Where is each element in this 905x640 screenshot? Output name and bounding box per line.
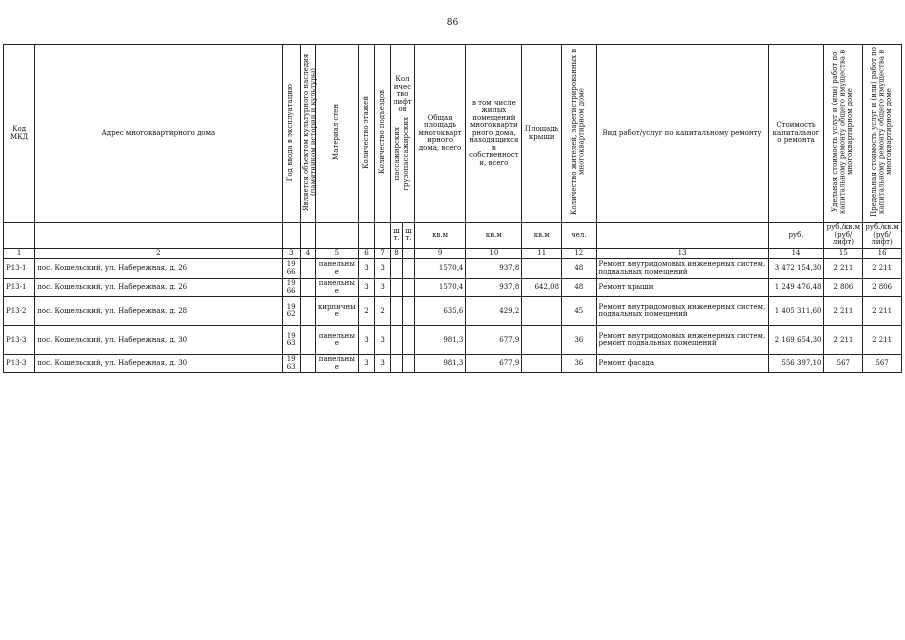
row-lifts-freight (402, 259, 414, 279)
unit-area-total: кв.м (414, 223, 466, 249)
row-unit-cost: 2 806 (824, 279, 863, 297)
column-number: 14 (768, 248, 824, 259)
row-address: пос. Кошельский, ул. Набережная, д. 30 (35, 355, 282, 373)
row-lifts-freight (402, 326, 414, 355)
row-residents: 36 (562, 355, 596, 373)
row-area-total: 1570,4 (414, 279, 466, 297)
row-max-cost: 2 211 (863, 297, 902, 326)
row-year: 1966 (282, 259, 300, 279)
column-number: 12 (562, 248, 596, 259)
row-max-cost: 2 806 (863, 279, 902, 297)
row-culture (300, 355, 315, 373)
row-entrances: 3 (375, 279, 391, 297)
unit-lifts-passenger: шт. (391, 223, 403, 249)
row-lifts-passenger (391, 259, 403, 279)
row-address: пос. Кошельский, ул. Набережная, д. 26 (35, 259, 282, 279)
row-code: Р13-3 (4, 355, 35, 373)
column-number: 15 (824, 248, 863, 259)
row-cost: 3 472 154,30 (768, 259, 824, 279)
row-area-total: 1570,4 (414, 259, 466, 279)
unit-lifts-freight: шт. (402, 223, 414, 249)
row-floors: 3 (358, 355, 374, 373)
table-row (4, 279, 902, 297)
row-year: 1966 (282, 279, 300, 297)
row-unit-cost: 2 211 (824, 326, 863, 355)
row-work-type: Ремонт внутридомовых инженерных систем, подвальных помещений (596, 259, 768, 279)
column-number: 11 (522, 248, 562, 259)
column-number: 2 (35, 248, 282, 259)
row-lifts-passenger (391, 279, 403, 297)
unit-max-cost: руб./кв.м (руб/лифт) (863, 223, 902, 249)
row-work-type: Ремонт внутридомовых инженерных систем, подвальных помещений (596, 297, 768, 326)
header-area-owned: в том числе жилых помещений многоквартирного дома, находящихся в собственности, всего (466, 45, 522, 223)
row-floors: 3 (358, 259, 374, 279)
row-code: Р13-1 (4, 279, 35, 297)
header-floors: Количество этажей (358, 45, 374, 223)
row-residents: 45 (562, 297, 596, 326)
row-material: панельные (315, 355, 358, 373)
column-number: 7 (375, 248, 391, 259)
table-row (4, 355, 902, 373)
row-roof-area (522, 297, 562, 326)
row-lifts-freight (402, 355, 414, 373)
row-area-total: 981,3 (414, 326, 466, 355)
header-max-cost: Предельная стоимость услуг и (или) работ по капитальному ремонту общего имущества в многоквартирном доме (863, 45, 902, 223)
row-area-total: 635,6 (414, 297, 466, 326)
row-entrances: 3 (375, 259, 391, 279)
column-number: 16 (863, 248, 902, 259)
row-culture (300, 297, 315, 326)
row-unit-cost: 2 211 (824, 259, 863, 279)
row-residents: 48 (562, 279, 596, 297)
row-lifts-freight (402, 279, 414, 297)
row-area-total: 981,3 (414, 355, 466, 373)
row-area-owned: 677,9 (466, 326, 522, 355)
row-address: пос. Кошельский, ул. Набережная, д. 28 (35, 297, 282, 326)
row-residents: 36 (562, 326, 596, 355)
table-row (4, 297, 902, 326)
row-entrances: 3 (375, 326, 391, 355)
table-row (4, 259, 902, 279)
header-year: Год ввода в эксплуатацию (282, 45, 300, 223)
table-row (4, 326, 902, 355)
header-lifts-freight: грузопассажирских (402, 117, 411, 191)
row-year: 1963 (282, 326, 300, 355)
row-lifts-passenger (391, 355, 403, 373)
row-roof-area (522, 326, 562, 355)
row-entrances: 3 (375, 355, 391, 373)
row-entrances: 2 (375, 297, 391, 326)
row-area-owned: 677,9 (466, 355, 522, 373)
row-cost: 1 405 311,60 (768, 297, 824, 326)
row-material: панельные (315, 279, 358, 297)
header-entrances: Количество подъездов (375, 45, 391, 223)
row-area-owned: 429,2 (466, 297, 522, 326)
column-number: 3 (282, 248, 300, 259)
header-roof-area: Площадь крыши (522, 45, 562, 223)
row-material: кирпичные (315, 297, 358, 326)
header-cost: Стоимость капитального ремонта (768, 45, 824, 223)
row-code: Р13-3 (4, 326, 35, 355)
row-roof-area (522, 259, 562, 279)
header-area-total: Общая площадь многоквартирного дома, всего (414, 45, 466, 223)
row-lifts-passenger (391, 297, 403, 326)
row-address: пос. Кошельский, ул. Набережная, д. 26 (35, 279, 282, 297)
unit-unit-cost: руб./кв.м (руб/лифт) (824, 223, 863, 249)
header-code: Код МКД (4, 45, 35, 223)
column-number: 9 (414, 248, 466, 259)
unit-cost: руб. (768, 223, 824, 249)
column-number: 10 (466, 248, 522, 259)
unit-area-owned: кв.м (466, 223, 522, 249)
row-cost: 1 249 476,48 (768, 279, 824, 297)
row-lifts-passenger (391, 326, 403, 355)
column-number: 1 (4, 248, 35, 259)
row-roof-area: 642,08 (522, 279, 562, 297)
page-number: 86 (446, 18, 459, 28)
row-cost: 2 169 654,30 (768, 326, 824, 355)
table-body (4, 259, 902, 373)
column-number: 5 (315, 248, 358, 259)
row-culture (300, 279, 315, 297)
row-work-type: Ремонт фасада (596, 355, 768, 373)
header-lifts-passenger: пассажирских (393, 127, 402, 181)
header-lifts: Количество лифтов пассажирских грузопассажирских (391, 45, 415, 223)
column-numbers-row (4, 248, 902, 259)
unit-roof-area: кв.м (522, 223, 562, 249)
row-code: Р13-2 (4, 297, 35, 326)
row-floors: 3 (358, 326, 374, 355)
header-material: Материал стен (315, 45, 358, 223)
row-residents: 48 (562, 259, 596, 279)
row-material: панельные (315, 259, 358, 279)
column-number: 6 (358, 248, 374, 259)
header-culture: Является объектом культурного наследия (памятником истории и культуры) (300, 45, 315, 223)
row-lifts-freight (402, 297, 414, 326)
row-area-owned: 937,8 (466, 279, 522, 297)
row-max-cost: 2 211 (863, 259, 902, 279)
repair-program-table (3, 44, 902, 373)
row-floors: 2 (358, 297, 374, 326)
column-number: 8 (391, 248, 403, 259)
row-year: 1963 (282, 355, 300, 373)
header-address: Адрес многоквартирного дома (35, 45, 282, 223)
row-work-type: Ремонт внутридомовых инженерных систем, ремонт подвальных помещений (596, 326, 768, 355)
row-area-owned: 937,8 (466, 259, 522, 279)
column-number (402, 248, 414, 259)
row-code: Р13-1 (4, 259, 35, 279)
row-floors: 3 (358, 279, 374, 297)
column-number: 13 (596, 248, 768, 259)
header-unit-cost: Удельная стоимость услуг и (или) работ по капитальному ремонту общего имущества в многоквартирном доме (824, 45, 863, 223)
header-row (4, 45, 902, 223)
row-material: панельные (315, 326, 358, 355)
header-work-type: Вид работ/услуг по капитальному ремонту (596, 45, 768, 223)
row-unit-cost: 567 (824, 355, 863, 373)
column-number: 4 (300, 248, 315, 259)
row-roof-area (522, 355, 562, 373)
row-unit-cost: 2 211 (824, 297, 863, 326)
row-culture (300, 326, 315, 355)
units-row (4, 223, 902, 249)
unit-residents: чел. (562, 223, 596, 249)
row-culture (300, 259, 315, 279)
row-work-type: Ремонт крыши (596, 279, 768, 297)
row-max-cost: 2 211 (863, 326, 902, 355)
row-cost: 556 397,10 (768, 355, 824, 373)
row-year: 1962 (282, 297, 300, 326)
header-residents: Количество жителей, зарегистрированных в многоквартирном доме (562, 45, 596, 223)
row-address: пос. Кошельский, ул. Набережная, д. 30 (35, 326, 282, 355)
row-max-cost: 567 (863, 355, 902, 373)
